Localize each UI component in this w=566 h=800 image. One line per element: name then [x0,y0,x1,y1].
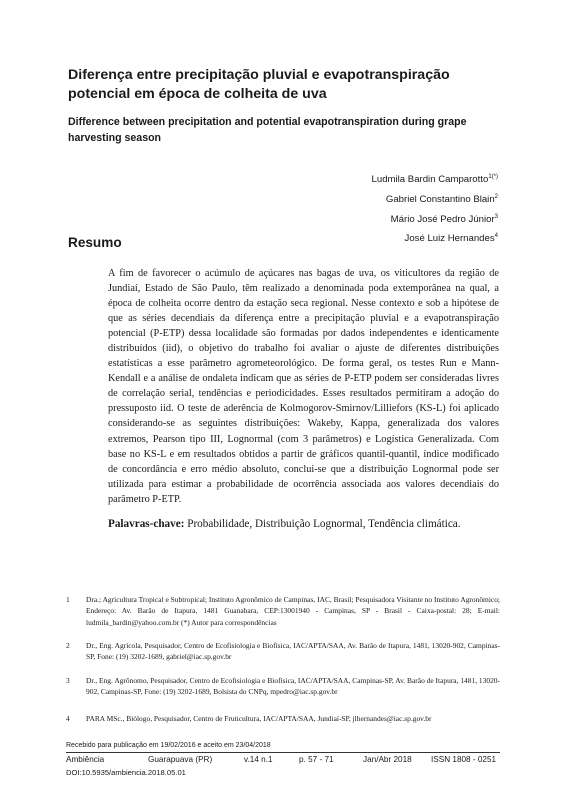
footnote-text: Dra.; Agricultura Tropical e Subtropical; Instituto Agronômico de Campinas, IAC, Brasil; Pesquisadora Visitante no Instituto Agronômico; Endereço: Av. Barão de Itapura, 1481 Guanabara, CEP:13001940 - Campinas, SP - Brasil - Caixa-postal: 28; E-mail: ludmila_bardin@yahoo.com.br (*) Autor para correspondências [86,595,500,627]
doi: DOI:10.5935/ambiencia.2018.05.01 [66,768,186,777]
abstract-text: A fim de favorecer o acúmulo de açúcares nas bagas de uva, os viticultores da região de Jundiaí, Estado de São Paulo, têm realizado a denominada poda extemporânea na qual, a época de colheita ocorre dentro da estação seca regional. Nesse contexto e sob a hipótese de que as séries decendiais da diferença entre a precipitação pluvial e a evapotranspiração potencial (P-ETP) dessa localidade são formadas por dados independentes e identicamente distribuídos (iid), o objetivo do trabalho foi avaliar o ajuste de diferentes distribuições estatísticas a esse parâmetro agrometeorológico. De forma geral, os testes Run e Mann-Kendall e a análise de ondaleta indicam que as séries de P-ETP podem ser consideradas livres de correlação serial, tendências e periodicidades. Esses resultados permitiram a adoção do pressuposto iid. O teste de aderência de Kolmogorov-Smirnov/Lilliefors (KS-L) foi aplicado considerando-se as seguintes distribuições: Wakeby, Kappa, generalizada dos valores extremos, Pearson tipo III, Lognormal (com 3 parâmetros) e Logística Generalizada. Com base no KS-L e em resultados obtidos a partir de gráficos quantil-quantil, índice modificado de concordância e erro médio absoluto, conclui-se que a distribuição Lognormal pode ser utilizada para estimar a probabilidade de ocorrência associada aos valores decendiais do parâmetro P-ETP. [108,268,499,505]
footnote-text: PARA MSc., Biólogo, Pesquisador, Centro de Fruticultura, IAC/APTA/SAA, Jundiaí-SP, jlhernandes@iac.sp.gov.br [86,714,432,723]
footnote-number: 3 [66,676,70,685]
section-heading: Resumo [68,235,122,250]
footnote-text: Dr., Eng. Agrônomo, Pesquisador, Centro de Ecofisiologia e Biofísica, IAC/APTA/SAA, Campinas-SP, Av. Barão de Itapura, 1481, 13020-902, Campinas-SP, Fone: (19) 3202-1689, Bolsista do CNPq, mpedro@iac.sp.gov.br [86,676,500,697]
footer-issn: ISSN 1808 - 0251 [431,755,497,764]
footnote-number: 2 [66,641,70,650]
keywords-value: Probabilidade, Distribuição Lognormal, Tendência climática. [187,518,461,530]
keywords-label: Palavras-chave: [108,518,185,530]
footnote [66,713,500,724]
footnote-number: 1 [66,595,70,604]
keywords [108,518,508,530]
footnote-text: Dr., Eng. Agrícola, Pesquisador, Centro de Ecofisiologia e Biofísica, IAC/APTA/SAA, Av. Barão de Itapura, 1481, 13020-902, Campinas-SP, Fone: (19) 3202-1689, gabriel@iac.sp.gov.br [86,641,500,662]
footer-volume: v.14 n.1 [244,755,273,764]
footnote [66,594,500,628]
author: Gabriel Constantino Blain$^2$ [385,193,498,205]
footer-city: Guarapuava (PR) [148,755,213,764]
footnote [66,640,500,663]
footer-divider [66,752,500,753]
footnote-number: 4 [66,714,70,723]
article-title-english: Difference between precipitation and potential evapotranspiration during grape harvesting season [68,116,467,144]
author: José Luiz Hernandes$^4$ [404,233,498,245]
page-footer [66,755,500,766]
author-list [372,169,498,248]
author: Ludmila Bardin Camparotto$^{1(*)}$ [371,174,498,185]
footer-date: Jan/Abr 2018 [363,755,412,764]
received-date: Recebido para publicação em 19/02/2016 e aceito em 23/04/2018 [66,742,271,749]
article-title: Diferença entre precipitação pluvial e evapotranspiração potencial em época de colheita de uva [68,67,450,102]
footer-journal: Ambiência [66,755,105,764]
footer-pages: p. 57 - 71 [299,755,334,764]
author: Mário José Pedro Júnior$^3$ [390,213,498,225]
footnote [66,675,500,698]
